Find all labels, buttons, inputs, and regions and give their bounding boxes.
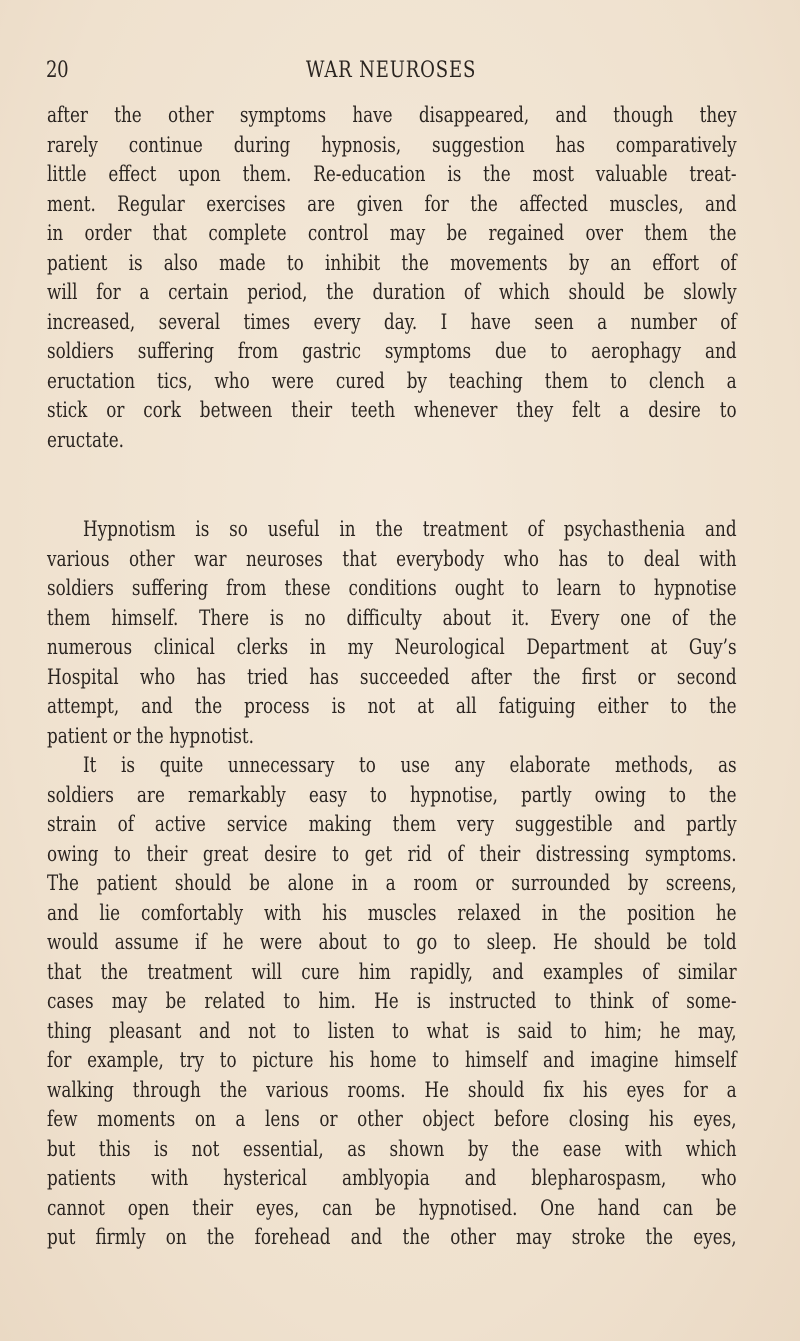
text-line: numerous clinical clerks in my Neurological Department at Guy’s [47,635,737,659]
text-line: will for a certain period, the duration of which should be slowly [47,280,737,304]
paragraph-2 [47,515,737,751]
text-line: Hospital who has tried has succeeded after the first or second [47,664,737,689]
text-line: stick or cork between their teeth whenever they felt a desire to [47,398,737,422]
text-line: ment. Regular exercises are given for the affected muscles, and [47,191,737,216]
text-line: owing to their great desire to get rid of their distressing symptoms. [47,841,737,866]
text-line: and lie comfortably with his muscles relaxed in the position he [47,900,737,925]
text-line: patient is also made to inhibit the movements by an effort of [47,250,737,275]
page-number: 20 [46,58,69,83]
text-line: cases may be related to him. He is instructed to think of some- [47,989,737,1013]
text-line: soldiers suffering from these conditions ought to learn to hypnotise [47,576,737,600]
running-title: WAR NEUROSES [305,58,477,83]
text-line: increased, several times every day. I have seen a number of [47,309,737,334]
text-line: Hypnotism is so useful in the treatment of psychasthenia and [83,517,737,541]
text-line: few moments on a lens or other object before closing his eyes, [47,1107,737,1131]
text-line: eructation tics, who were cured by teaching them to clench a [47,368,737,393]
text-line: eructate. [47,427,125,452]
text-line: various other war neuroses that everybody who has to deal with [47,546,737,571]
text-line: for example, try to picture his home to himself and imagine himself [47,1048,737,1072]
text-line: strain of active service making them very suggestible and partly [47,812,737,836]
text-line: thing pleasant and not to listen to what is said to him; he may, [47,1018,737,1043]
text-line: little effect upon them. Re-education is the most valuable treat- [47,162,737,186]
text-line: walking through the various rooms. He should fix his eyes for a [47,1077,737,1102]
text-line: but this is not essential, as shown by the ease with which [47,1136,737,1161]
body-text [47,101,737,1253]
text-line: that the treatment will cure him rapidly, and examples of similar [47,959,737,984]
text-line: soldiers are remarkably easy to hypnotise, partly owing to the [47,782,737,807]
paragraph-1 [47,101,737,455]
page-header [46,58,736,88]
text-line: after the other symptoms have disappeared, and though they [47,103,737,127]
text-line: them himself. There is no difficulty about it. Every one of the [47,605,737,630]
text-line: would assume if he were about to go to sleep. He should be told [47,930,737,954]
paragraph-gap [47,455,737,515]
text-line: The patient should be alone in a room or surrounded by screens, [47,871,737,895]
text-line: rarely continue during hypnosis, suggestion has comparatively [47,132,737,157]
text-line: in order that complete control may be regained over them the [47,221,737,245]
text-line: attempt, and the process is not at all fatiguing either to the [47,694,737,718]
text-line: cannot open their eyes, can be hypnotised. One hand can be [47,1195,737,1220]
text-line: patients with hysterical amblyopia and blepharospasm, who [47,1166,737,1190]
paragraph-3 [47,751,737,1253]
text-line: put firmly on the forehead and the other may stroke the eyes, [47,1225,737,1249]
text-line: soldiers suffering from gastric symptoms due to aerophagy and [47,339,737,363]
text-line: patient or the hypnotist. [47,723,254,748]
text-line: It is quite unnecessary to use any elaborate methods, as [83,753,737,777]
